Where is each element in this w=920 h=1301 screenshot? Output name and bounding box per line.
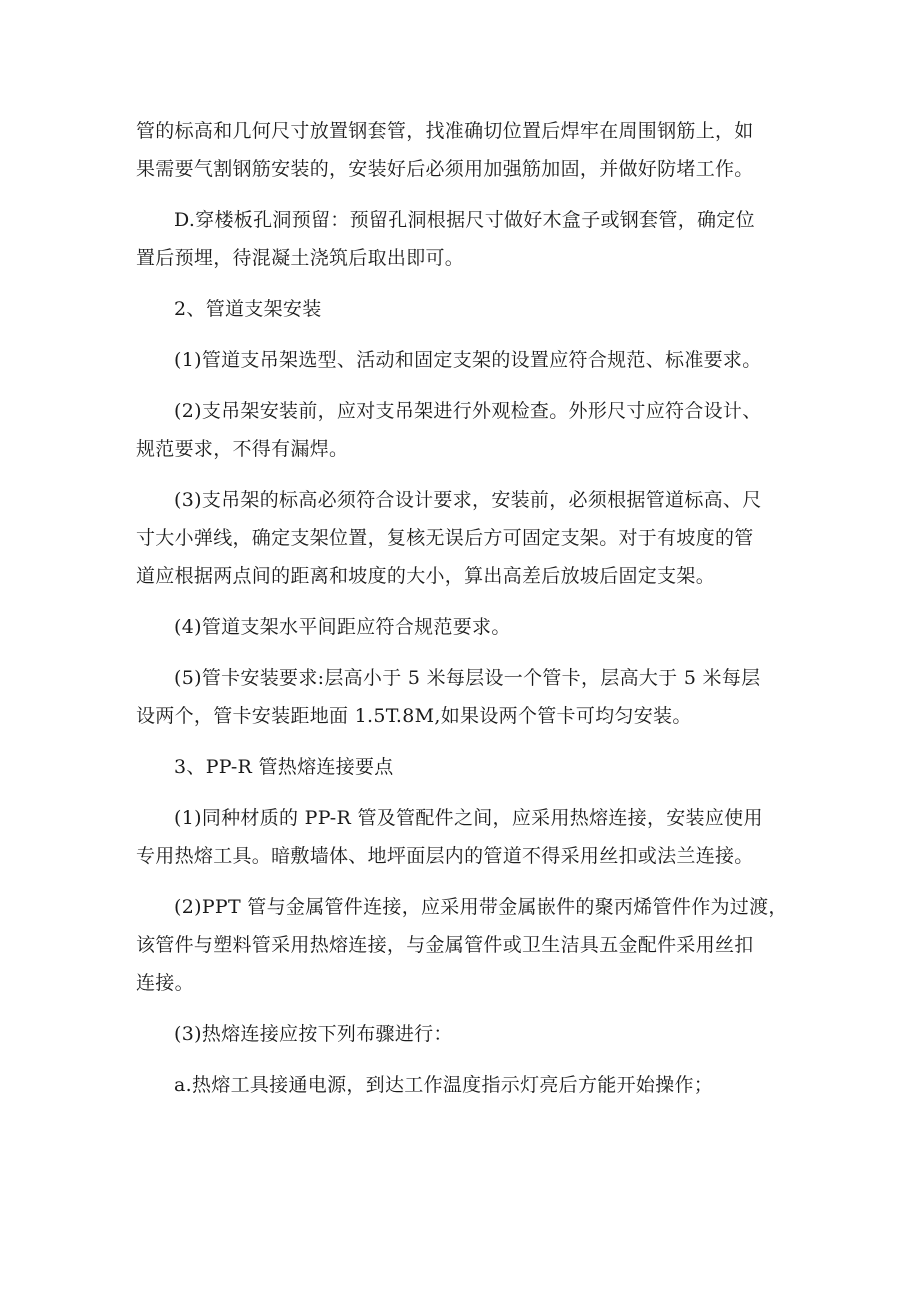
paragraph-item-2-4 <box>136 608 804 646</box>
text-line: 专用热熔工具。暗敷墙体、地坪面层内的管道不得采用丝扣或法兰连接。 <box>136 845 754 867</box>
text-line: 管的标高和几何尺寸放置钢套管，找准确切位置后焊牢在周围钢筋上，如 <box>136 120 754 142</box>
paragraph-item-3-3-a <box>136 1066 804 1104</box>
text-line: D.穿楼板孔洞预留：预留孔洞根据尺寸做好木盒子或钢套管，确定位 <box>174 209 755 231</box>
text-line: 道应根据两点间的距离和坡度的大小，算出高差后放坡后固定支架。 <box>136 565 716 587</box>
text-line: 连接。 <box>136 972 194 994</box>
section-heading-2 <box>136 290 804 328</box>
text-line: (1)同种材质的 PP-R 管及管配件之间，应采用热熔连接，安装应使用 <box>174 807 763 829</box>
paragraph-item-2-2 <box>136 392 804 468</box>
text-line: 置后预埋，待混凝土浇筑后取出即可。 <box>136 247 465 269</box>
text-line: (1)管道支吊架选型、活动和固定支架的设置应符合规范、标准要求。 <box>174 349 762 371</box>
section-heading-3 <box>136 748 804 786</box>
paragraph-item-3-3 <box>136 1015 804 1053</box>
heading-text: 3、PP-R 管热熔连接要点 <box>174 756 394 778</box>
paragraph-item-2-5 <box>136 659 804 735</box>
heading-text: 2、管道支架安装 <box>174 298 322 320</box>
text-line: 设两个，管卡安装距地面 1.5T.8M,如果设两个管卡可均匀安装。 <box>136 705 692 727</box>
text-line: a.热熔工具接通电源，到达工作温度指示灯亮后方能开始操作； <box>174 1074 714 1096</box>
text-line: (4)管道支架水平间距应符合规范要求。 <box>174 616 511 638</box>
text-line: (2)支吊架安装前，应对支吊架进行外观检查。外形尺寸应符合设计、 <box>174 400 762 422</box>
text-line: (2)PPT 管与金属管件连接，应采用带金属嵌件的聚丙烯管件作为过渡， <box>174 896 788 918</box>
document-page <box>136 112 804 1117</box>
text-line: (5)管卡安装要求:层高小于 5 米每层设一个管卡，层高大于 5 米每层 <box>174 667 761 689</box>
text-line: (3)热熔连接应按下列布骤进行： <box>174 1023 453 1045</box>
text-line: (3)支吊架的标高必须符合设计要求，安装前，必须根据管道标高、尺 <box>174 489 762 511</box>
paragraph-item-2-3 <box>136 481 804 595</box>
paragraph-item-2-1 <box>136 341 804 379</box>
text-line: 寸大小弹线，确定支架位置，复核无误后方可固定支架。对于有坡度的管 <box>136 527 754 549</box>
paragraph-item-3-2 <box>136 888 804 1002</box>
paragraph-continuation <box>136 112 804 188</box>
text-line: 该管件与塑料管采用热熔连接，与金属管件或卫生洁具五金配件采用丝扣 <box>136 934 754 956</box>
text-line: 规范要求，不得有漏焊。 <box>136 438 349 460</box>
paragraph-item-d <box>136 201 804 277</box>
text-line: 果需要气割钢筋安装的，安装好后必须用加强筋加固，并做好防堵工作。 <box>136 158 754 180</box>
paragraph-item-3-1 <box>136 799 804 875</box>
